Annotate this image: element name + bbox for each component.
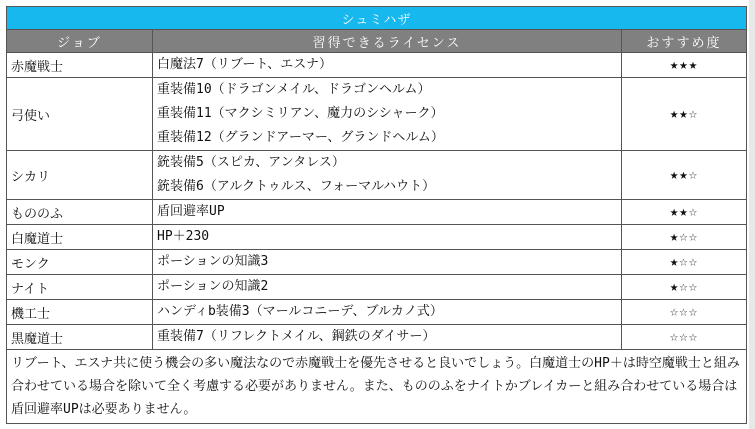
job-name: 機工士 xyxy=(7,300,153,325)
rating-stars: ☆☆☆ xyxy=(622,300,747,325)
license-item: 銃装備5（スピカ、アンタレス） xyxy=(157,155,345,170)
table-row xyxy=(7,300,747,325)
license-item: ポーションの知識2 xyxy=(157,279,269,294)
job-name: もののふ xyxy=(7,200,153,225)
table-body xyxy=(7,53,747,350)
rating-stars: ★☆☆ xyxy=(622,225,747,250)
license-cell xyxy=(153,225,622,250)
job-name: 赤魔戦士 xyxy=(7,53,153,78)
license-item: 重装備11（マクシミリアン、魔力のシシャーク） xyxy=(157,106,444,121)
table-row xyxy=(7,325,747,350)
license-cell xyxy=(153,300,622,325)
table-row xyxy=(7,151,747,200)
rating-stars: ☆☆☆ xyxy=(622,325,747,350)
table-row xyxy=(7,53,747,78)
license-item: 重装備7（リフレクトメイル、鋼鉄のダイサー） xyxy=(157,329,436,344)
license-item: 重装備10（ドラゴンメイル、ドラゴンヘルム） xyxy=(157,82,431,97)
rating-stars: ★★★ xyxy=(622,53,747,78)
job-name: モンク xyxy=(7,250,153,275)
license-cell xyxy=(153,250,622,275)
license-cell xyxy=(153,53,622,78)
license-item: 銃装備6（アルクトゥルス、フォーマルハウト） xyxy=(157,179,436,194)
rating-stars: ★★☆ xyxy=(622,78,747,151)
license-item: 盾回避率UP xyxy=(157,204,225,219)
rating-stars: ★☆☆ xyxy=(622,250,747,275)
license-cell xyxy=(153,151,622,200)
table-row xyxy=(7,78,747,151)
job-name: 黒魔道士 xyxy=(7,325,153,350)
license-cell xyxy=(153,200,622,225)
table-row xyxy=(7,200,747,225)
header-rating: おすすめ度 xyxy=(622,30,747,53)
license-item: ハンディb装備3（マールコニーデ、ブルカノ式） xyxy=(157,304,443,319)
header-license: 習得できるライセンス xyxy=(153,30,622,53)
table-title: シュミハザ xyxy=(7,7,747,30)
license-table-container xyxy=(6,6,746,426)
license-item: 重装備12（グランドアーマー、グランドヘルム） xyxy=(157,130,444,145)
table-row xyxy=(7,275,747,300)
license-cell xyxy=(153,275,622,300)
license-table xyxy=(6,6,747,424)
table-row xyxy=(7,250,747,275)
license-item: 白魔法7（リブート、エスナ） xyxy=(157,57,333,72)
rating-stars: ★☆☆ xyxy=(622,275,747,300)
license-item: ポーションの知識3 xyxy=(157,254,269,269)
job-name: 弓使い xyxy=(7,78,153,151)
scrollbar-track[interactable] xyxy=(749,0,755,429)
rating-stars: ★★☆ xyxy=(622,200,747,225)
table-row xyxy=(7,225,747,250)
job-name: シカリ xyxy=(7,151,153,200)
header-job: ジョブ xyxy=(7,30,153,53)
license-item: HP＋230 xyxy=(157,229,210,244)
rating-stars: ★★☆ xyxy=(622,151,747,200)
job-name: 白魔道士 xyxy=(7,225,153,250)
license-cell xyxy=(153,325,622,350)
table-note: リブート、エスナ共に使う機会の多い魔法なので赤魔戦士を優先させると良いでしょう。白魔道士のHP＋は時空魔戦士と組み合わせている場合を除いて全く考慮する必要がありません。また、もののふをナイトかブレイカーと組み合わせている場合は盾回避率UPは必要ありません。 xyxy=(7,350,747,424)
job-name: ナイト xyxy=(7,275,153,300)
license-cell xyxy=(153,78,622,151)
